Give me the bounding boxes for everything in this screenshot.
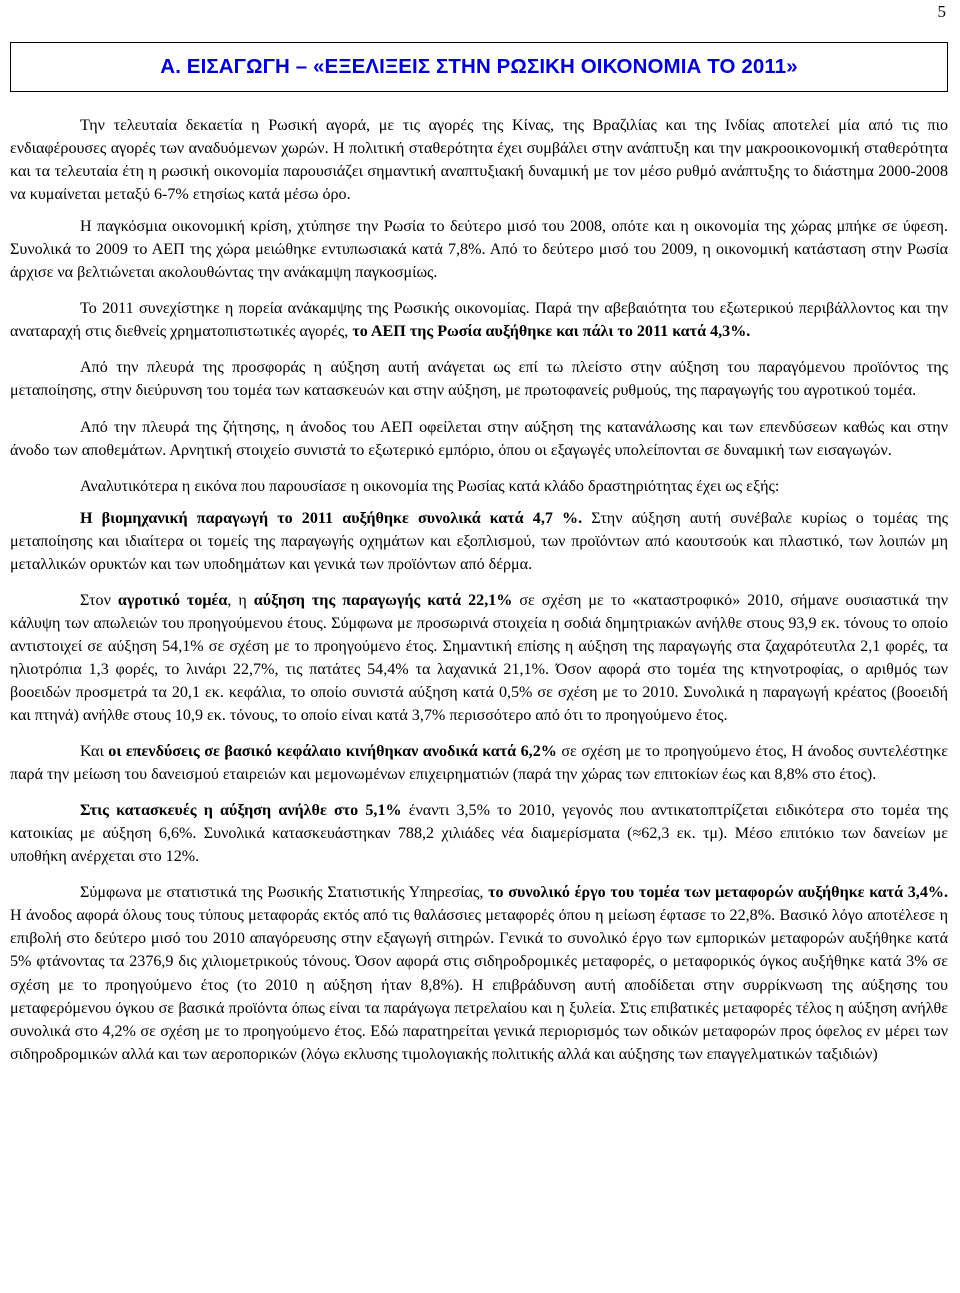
text-run: Η άνοδος αφορά όλους τους τύπους μεταφοράς εκτός από τις θαλάσσιες μεταφορές όπου η μείωση έφτασε το 22,8%. Βασικό λόγο αποτέλεσε η επιβολή στο δεύτερο μισό του 2010 απαγόρευσης στην εξαγωγή σιτηρών. Γενικά το συνολικό έργο των εμπορικών μεταφορών αυξήθηκε κατά 5% φτάνοντας τα 2376,9 δις χιλιομετρικούς τόνους. Όσον αφορά στις σιδηροδρομικές μεταφορές, ο μεταφορικός όγκος αυξήθηκε κατά 3% σε σχέση με το προηγούμενο έτος (το 2010 η αύξηση ήταν 8,8%). Η επιβράδυνση αυτή αποδίδεται στην συρρίκνωση της αύξησης του μεταφερόμενου όγκου σε βασικά προϊόντα όπως είναι τα παράγωγα πετρελαίου και η ξυλεία. Στις επιβατικές μεταφορές τέλος η αύξηση ανήλθε συνολικά στο 4,2% σε σχέση με το προηγούμενο έτος. Εδώ παρατηρείται γενικά περιορισμός των οδικών μεταφορών προς όφελος εν μέρει των σιδηροδρομικών αλλά και των αεροπορικών (λόγω εκλυσης τιμολογιακής πολιτικής αλλά και αύξησης των επαγγελματικών ταξιδιών) <box>10 907 948 1063</box>
bold-run: αύξηση της παραγωγής κατά 22,1% <box>253 591 513 609</box>
paragraph-agriculture <box>10 589 948 727</box>
section-title-box <box>10 42 948 92</box>
text-run: έναντι 3,5% το 2010, γεγονός που αντικατοπτρίζεται ειδικότερα στο τομέα της κατοικίας με αύξηση 6,6%. Συνολικά κατασκευάστηκαν 788,2 χιλιάδες νέα διαμερίσματα (≈62,3 εκ. τμ). Μέσο επιτόκιο των δανείων με υποθήκη ανέρχεται στο 12%. <box>10 802 949 866</box>
paragraph-intro: Την τελευταία δεκαετία η Ρωσική αγορά, με τις αγορές της Κίνας, της Βραζιλίας και της Ινδίας αποτελεί μία από τις πιο ενδιαφέρουσες αγορές των αναδυόμενων χωρών. Η πολιτική σταθερότητα έχει συμβάλει στην ανάπτυξη και την μακροοικονομική σταθερότητα και τα τελευταία έτη η ρωσική οικονομία παρουσιάζει σημαντική αναπτυξιακή δυναμική με τον μέσο ρυθμό ανάπτυξης το διάστημα 2000-2008 να κυμαίνεται μεταξύ 6-7% ετησίως κατά μέσω όρο. <box>10 117 948 204</box>
bold-run: Η βιομηχανική παραγωγή το 2011 αυξήθηκε συνολικά κατά 4,7 %. <box>80 509 583 527</box>
page-number: 5 <box>937 2 946 21</box>
paragraph-transport <box>10 881 948 1065</box>
text-run: σε σχέση με το «καταστροφικό» 2010, σήμανε ουσιαστικά την κάλυψη των απωλειών του προηγούμενου έτους. Σύμφωνα με προσωρινά στοιχεία η σοδιά δημητριακών ανήλθε στους 93,9 εκ. τόνους το οποίο αντιστοιχεί σε αύξηση 54,1% σε σχέση με το προηγούμενο έτος. Σημαντική επίσης η αύξηση της παραγωγής στα ζαχαρότευτλα 2,1 φορές, τα ηλιοτρόπια 1,3 φορές, το λινάρι 22,7%, τις πατάτες 54,4% τα λαχανικά 21,1%. Όσον αφορά στο τομέα της κτηνοτροφίας, ο αριθμός των βοοειδών προσμετρά τα 20,1 εκ. κεφάλια, το οποίο συνιστά αύξηση κατά 0,5% σε σχέση με το 2010. Συνολικά η παραγωγή κρέατος (βοοειδή και πτηνά) ανήλθε στους 10,9 εκ. τόνους, το οποίο είναι κατά 3,7% περισσότερο από ότι το προηγούμενο έτος. <box>10 591 948 725</box>
paragraph-recovery-2011 <box>10 297 948 343</box>
paragraph-construction <box>10 799 948 868</box>
bold-run: αγροτικό τομέα <box>117 591 228 609</box>
paragraph-industry <box>10 507 948 576</box>
text-run: σε σχέση με το προηγούμενο έτος, Η άνοδος συντελέστηκε παρά την μείωση του δανεισμού εταιρειών και μεμονωμένων επιχειρηματιών (παρά την χώρας των επιτοκίων έως και 8,8% στο έτος). <box>10 743 949 784</box>
section-title: Α. ΕΙΣΑΓΩΓΗ – «ΕΞΕΛΙΞΕΙΣ ΣΤΗΝ ΡΩΣΙΚΗ ΟΙΚΟΝΟΜΙΑ ΤΟ 2011» <box>160 55 798 78</box>
paragraph-investment <box>10 740 948 786</box>
text-run: Το 2011 συνεχίστηκε η πορεία ανάκαμψης της Ρωσικής οικονομίας. Παρά την αβεβαιότητα του εξωτερικού περιβάλλοντος και την αναταραχή στις διεθνείς χρηματοπιστωτικές αγορές, <box>10 300 948 341</box>
bold-run: οι επενδύσεις σε βασικό κεφάλαιο κινήθηκαν ανοδικά κατά 6,2% <box>108 743 557 761</box>
bold-run: το συνολικό έργο του τομέα των μεταφορών αυξήθηκε κατά 3,4%. <box>488 884 948 902</box>
paragraph-sector-intro: Αναλυτικότερα η εικόνα που παρουσίασε η οικονομία της Ρωσίας κατά κλάδο δραστηριότητας έχει ως εξής: <box>80 477 780 495</box>
paragraph-supply: Από την πλευρά της προσφοράς η αύξηση αυτή ανάγεται ως επί τω πλείστο στην αύξηση του παραγόμενου προϊόντος της μεταποίησης, στην διεύρυνση του τομέα των κατασκευών και στην αύξηση, με πρωτοφανείς ρυθμούς, της παραγωγής του αγροτικού τομέα. <box>10 359 948 400</box>
text-run: , η <box>227 591 254 609</box>
text-run: Στην αύξηση αυτή συνέβαλε κυρίως ο τομέας της μεταποίησης και ιδιαίτερα οι τομείς της παραγωγής οχημάτων και εξοπλισμού, των προϊόντων από καουτσούκ και πλαστικό, των λοιπών μη μεταλλικών ορυκτών και των υποδημάτων και γενικά των προϊόντων από δέρμα. <box>10 509 948 573</box>
text-run: Και <box>80 743 109 761</box>
text-run: Στον <box>80 591 118 609</box>
document-body <box>10 114 948 1079</box>
paragraph-demand: Από την πλευρά της ζήτησης, η άνοδος του ΑΕΠ οφείλεται στην αύξηση της κατανάλωσης και των επενδύσεων καθώς και στην άνοδο των αποθεμάτων. Αρνητική στοιχείο συνιστά το εξωτερικό εμπόριο, όπου οι εξαγωγές υπολείπονται σε δυναμική των εισαγωγών. <box>10 418 948 459</box>
paragraph-crisis: Η παγκόσμια οικονομική κρίση, χτύπησε την Ρωσία το δεύτερο μισό του 2008, οπότε και η οικονομία της χώρας μπήκε σε ύφεση. Συνολικά το 2009 το ΑΕΠ της χώρα μειώθηκε εντυπωσιακά κατά 7,8%. Από το δεύτερο μισό του 2009, η οικονομική κατάσταση στην Ρωσία άρχισε να βελτιώνεται ακολουθώντας την ανάκαμψη παγκοσμίως. <box>10 218 948 282</box>
bold-run: Στις κατασκευές η αύξηση ανήλθε στο 5,1% <box>80 802 402 820</box>
text-run: Σύμφωνα με στατιστικά της Ρωσικής Στατιστικής Υπηρεσίας, <box>80 884 489 902</box>
bold-run: το ΑΕΠ της Ρωσία αυξήθηκε και πάλι το 2011 κατά 4,3%. <box>352 323 751 341</box>
